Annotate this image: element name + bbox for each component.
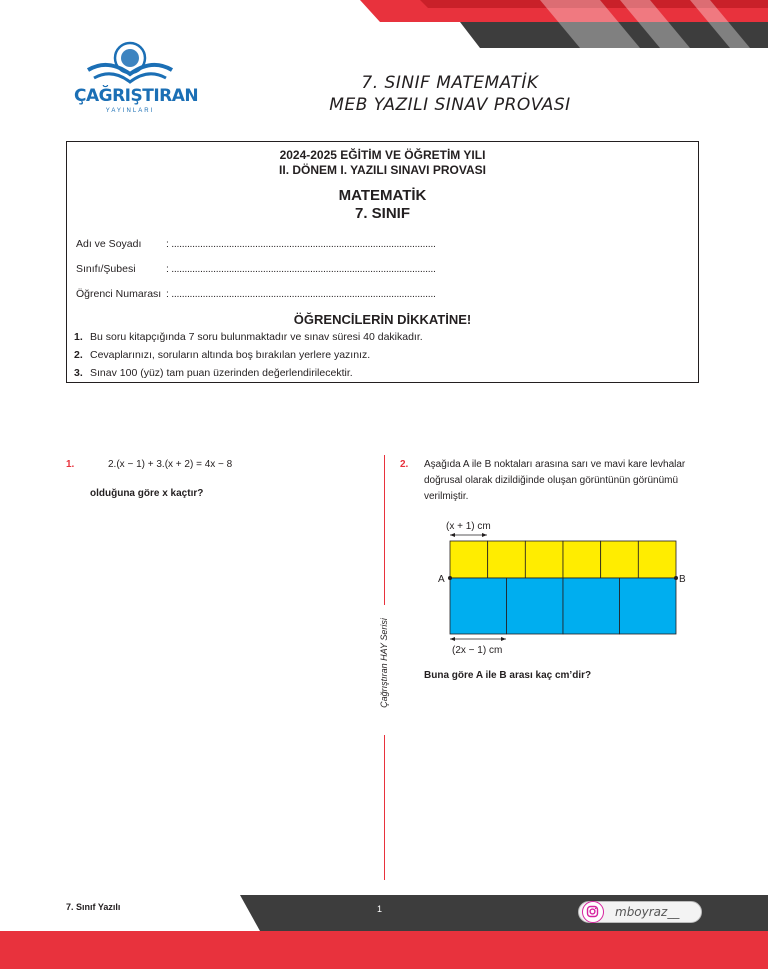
top-dimension-label: (x + 1) cm [446,521,491,532]
question-2-text-line: Aşağıda A ile B noktaları arasına sarı ve mavi kare levhalar [424,459,686,470]
bottom-dimension-label: (2x − 1) cm [452,645,503,656]
question-1-number: 1. [66,459,75,470]
question-2-number: 2. [400,459,409,470]
notice-number: 2. [74,349,83,361]
student-number-label: Öğrenci Numarası [76,288,162,300]
blue-square [507,578,564,634]
notice-item [74,349,370,361]
publisher-logo [70,40,199,126]
class-blank[interactable]: : ..................................................................................................... [166,263,436,275]
yellow-square [525,541,563,578]
question-2-prompt: Buna göre A ile B arası kaç cm’dir? [424,670,592,681]
blue-squares [450,578,676,634]
squares-figure [430,515,700,660]
point-a-label: A [438,574,445,585]
point-a [448,576,452,580]
document-title [300,72,600,116]
exam-name-line: II. DÖNEM I. YAZILI SINAVI PROVASI [279,163,486,177]
series-label: Çağrıştıran HAY Serisi [379,618,389,708]
yellow-square [488,541,526,578]
yellow-squares [450,541,676,578]
yellow-square [450,541,488,578]
student-number-blank[interactable]: : ..................................................................................................... [166,288,436,300]
social-handle-text: mboyraz__ [615,905,680,919]
blue-square [450,578,507,634]
yellow-square [638,541,676,578]
page-number: 1 [377,904,383,914]
student-number-field[interactable] [76,288,436,300]
footer-label: 7. Sınıf Yazılı [66,902,121,912]
school-year-line: 2024-2025 EĞİTİM VE ÖĞRETİM YILI [279,148,486,162]
title-line-1: 7. SINIF MATEMATİK [361,73,539,93]
name-label: Adı ve Soyadı [76,238,142,250]
exam-info-box [66,141,699,383]
logo-wordmark: ÇAĞRIŞTIRAN [74,86,199,106]
column-divider [384,735,385,880]
notice-text: Cevaplarınızı, soruların altında boş bırakılan yerlere yazınız. [90,349,371,361]
name-blank[interactable]: : ..................................................................................................... [166,238,436,250]
notice-title: ÖĞRENCİLERİN DİKKATİNE! [293,312,472,327]
blue-square [620,578,677,634]
blue-square [563,578,620,634]
notice-item [74,331,423,343]
subject-title: MATEMATİK [338,187,427,204]
question-2-text [424,457,724,505]
book-globe-icon [84,40,176,88]
yellow-square [601,541,639,578]
class-label: Sınıfı/Şubesi [76,263,136,275]
title-line-2: MEB YAZILI SINAV PROVASI [329,95,571,115]
column-divider [384,455,385,605]
instagram-icon [582,901,604,923]
notice-number: 1. [74,331,83,343]
notice-number: 3. [74,367,83,379]
question-1-prompt: olduğuna göre x kaçtır? [90,488,204,499]
point-b [674,576,678,580]
question-2-text-line: doğrusal olarak dizildiğinde oluşan görüntünün görünümü [424,475,679,486]
social-handle-badge[interactable] [578,901,702,923]
notice-item [74,367,353,379]
notice-text: Bu soru kitapçığında 7 soru bulunmaktadır ve sınav süresi 40 dakikadır. [90,331,423,343]
notice-text: Sınav 100 (yüz) tam puan üzerinden değerlendirilecektir. [90,367,353,379]
class-field[interactable] [76,263,436,275]
yellow-square [563,541,601,578]
question-1-equation: 2.(x − 1) + 3.(x + 2) = 4x − 8 [108,459,233,470]
logo-subtitle: YAYINLARI [105,108,155,114]
name-field[interactable] [76,238,436,250]
point-b-label: B [679,574,686,585]
question-2-text-line: verilmiştir. [424,491,469,502]
grade-title: 7. SINIF [354,205,410,222]
